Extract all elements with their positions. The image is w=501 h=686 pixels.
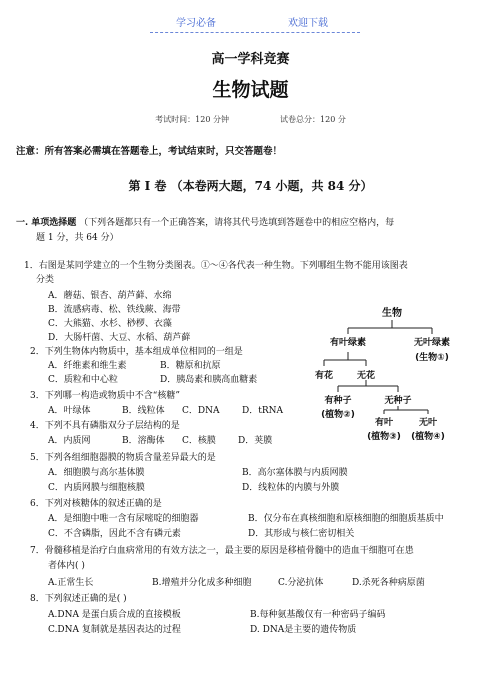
- q3-option-d: D．tRNA: [242, 406, 283, 416]
- q1-option-c: C．大熊猫、水杉、桫椤、衣藻: [48, 319, 172, 329]
- q2-option-d: D．胰岛素和胰高血糖素: [160, 375, 258, 385]
- section-desc-1: （下列各题都只有一个正确答案，请将其代号选填到答题卷中的相应空格内，每: [79, 218, 395, 228]
- exam-meta: [0, 114, 501, 125]
- exam-time: 考试时间：120 分钟: [155, 115, 229, 124]
- question-6-stem: 6．下列对核糖体的叙述正确的是: [30, 499, 162, 509]
- diagram-has-chlorophyll: 有叶绿素: [329, 338, 367, 348]
- diagram-has-seed: 有种子: [324, 396, 352, 406]
- diagram-has-flower: 有花: [314, 371, 334, 381]
- diagram-has-leaf: 有叶: [374, 418, 394, 428]
- diagram-root: 生物: [382, 308, 402, 319]
- q1-option-a: A．蘑菇、银杏、葫芦藓、水绵: [48, 291, 172, 301]
- part-title: 第 Ⅰ 卷 （本卷两大题，74 小题，共 84 分）: [128, 179, 373, 193]
- q8-option-a: A.DNA 是蛋白质合成的直接模板: [48, 610, 181, 620]
- exam-score: 试卷总分：120 分: [280, 115, 346, 124]
- q2-option-b: B．糖原和抗原: [160, 361, 221, 371]
- q5-option-c: C．内质网膜与细胞核膜: [48, 483, 145, 493]
- q5-option-d: D．线粒体的内膜与外膜: [242, 483, 340, 493]
- question-7-stem: 7．骨髓移植是治疗白血病常用的有效方法之一，最主要的原因是移植骨髓中的造血干细胞可在患: [30, 546, 414, 556]
- q3-option-b: B．线粒体: [122, 406, 165, 416]
- q7-option-d: D.杀死各种病原菌: [352, 578, 425, 588]
- exam-notice: 注意：所有答案必需填在答题卷上，考试结束时，只交答题卷！: [16, 146, 283, 157]
- q4-option-a: A．内质网: [48, 436, 91, 446]
- q6-option-b: B．仅分布在真核细胞和原核细胞的细胞质基质中: [248, 514, 444, 524]
- diagram-organism-1: (生物①): [415, 353, 449, 363]
- q7-option-b: B.增殖并分化成多种细胞: [152, 578, 252, 588]
- q4-option-b: B．溶酶体: [122, 436, 165, 446]
- q5-option-a: A．细胞膜与高尔基体膜: [48, 468, 145, 478]
- page-header: [0, 14, 501, 32]
- q3-option-a: A．叶绿体: [48, 406, 91, 416]
- q3-option-c: C．DNA: [182, 406, 220, 416]
- q4-option-c: C．核膜: [182, 436, 216, 446]
- question-8-stem: 8．下列叙述正确的是( ): [30, 594, 127, 604]
- q6-option-c: C．不含磷脂，因此不含有磷元素: [48, 529, 181, 539]
- q1-option-b: B．流感病毒、松、铁线蕨、海带: [48, 305, 181, 315]
- q2-option-c: C．质粒和中心粒: [48, 375, 118, 385]
- exam-title: 高一学科竞赛: [211, 52, 290, 67]
- q5-option-b: B．高尔塞体膜与内质网膜: [242, 468, 348, 478]
- section-heading: [16, 215, 394, 228]
- diagram-no-flower: 无花: [356, 371, 376, 381]
- diagram-plant-4: (植物④): [411, 432, 445, 442]
- question-4-stem: 4．下列不具有磷脂双分子层结构的是: [30, 421, 180, 431]
- question-1-stem: 1．右图是某同学建立的一个生物分类图表。①～④各代表一种生物。下列哪组生物不能用该图表: [24, 261, 408, 271]
- diagram-no-chlorophyll: 无叶绿素: [413, 338, 451, 348]
- q1-option-d: D．大肠杆菌、大豆、水稻、葫芦藓: [48, 333, 191, 343]
- q6-option-a: A．是细胞中唯一含有尿嘧啶的细胞器: [48, 514, 199, 524]
- q8-option-c: C.DNA 复制就是基因表达的过程: [48, 625, 181, 635]
- diagram-plant-2: (植物②): [321, 410, 355, 420]
- question-5-stem: 5．下列各组细胞器膜的物质含量差异最大的是: [30, 453, 216, 463]
- question-7-stem-cont: 者体内( ): [48, 561, 85, 571]
- question-2-stem: 2．下列生物体内物质中，基本组成单位相同的一组是: [30, 347, 243, 357]
- diagram-no-leaf: 无叶: [418, 418, 438, 428]
- q7-option-a: A.正常生长: [48, 578, 94, 588]
- section-desc-2: 题 1 分，共 64 分）: [36, 233, 119, 243]
- header-left: 学习必备: [176, 18, 216, 29]
- question-3-stem: 3．下列哪一构造或物质中不含“核糖”: [30, 391, 180, 401]
- section-label: 一. 单项选择题: [16, 218, 77, 228]
- q8-option-b: B.每种氨基酸仅有一种密码子编码: [250, 610, 386, 620]
- header-divider: [150, 32, 360, 33]
- question-1-stem-cont: 分类: [36, 275, 55, 285]
- diagram-no-seed: 无种子: [384, 396, 412, 406]
- q2-option-a: A．纤维素和维生素: [48, 361, 127, 371]
- exam-subtitle: 生物试题: [212, 79, 289, 101]
- q7-option-c: C.分泌抗体: [278, 578, 324, 588]
- classification-diagram: [300, 300, 495, 445]
- q6-option-d: D．其形成与核仁密切相关: [248, 529, 355, 539]
- q4-option-d: D．荚膜: [238, 436, 273, 446]
- diagram-plant-3: (植物③): [367, 432, 401, 442]
- header-right: 欢迎下载: [288, 18, 328, 29]
- q8-option-d: D. DNA是主要的遗传物质: [250, 625, 357, 635]
